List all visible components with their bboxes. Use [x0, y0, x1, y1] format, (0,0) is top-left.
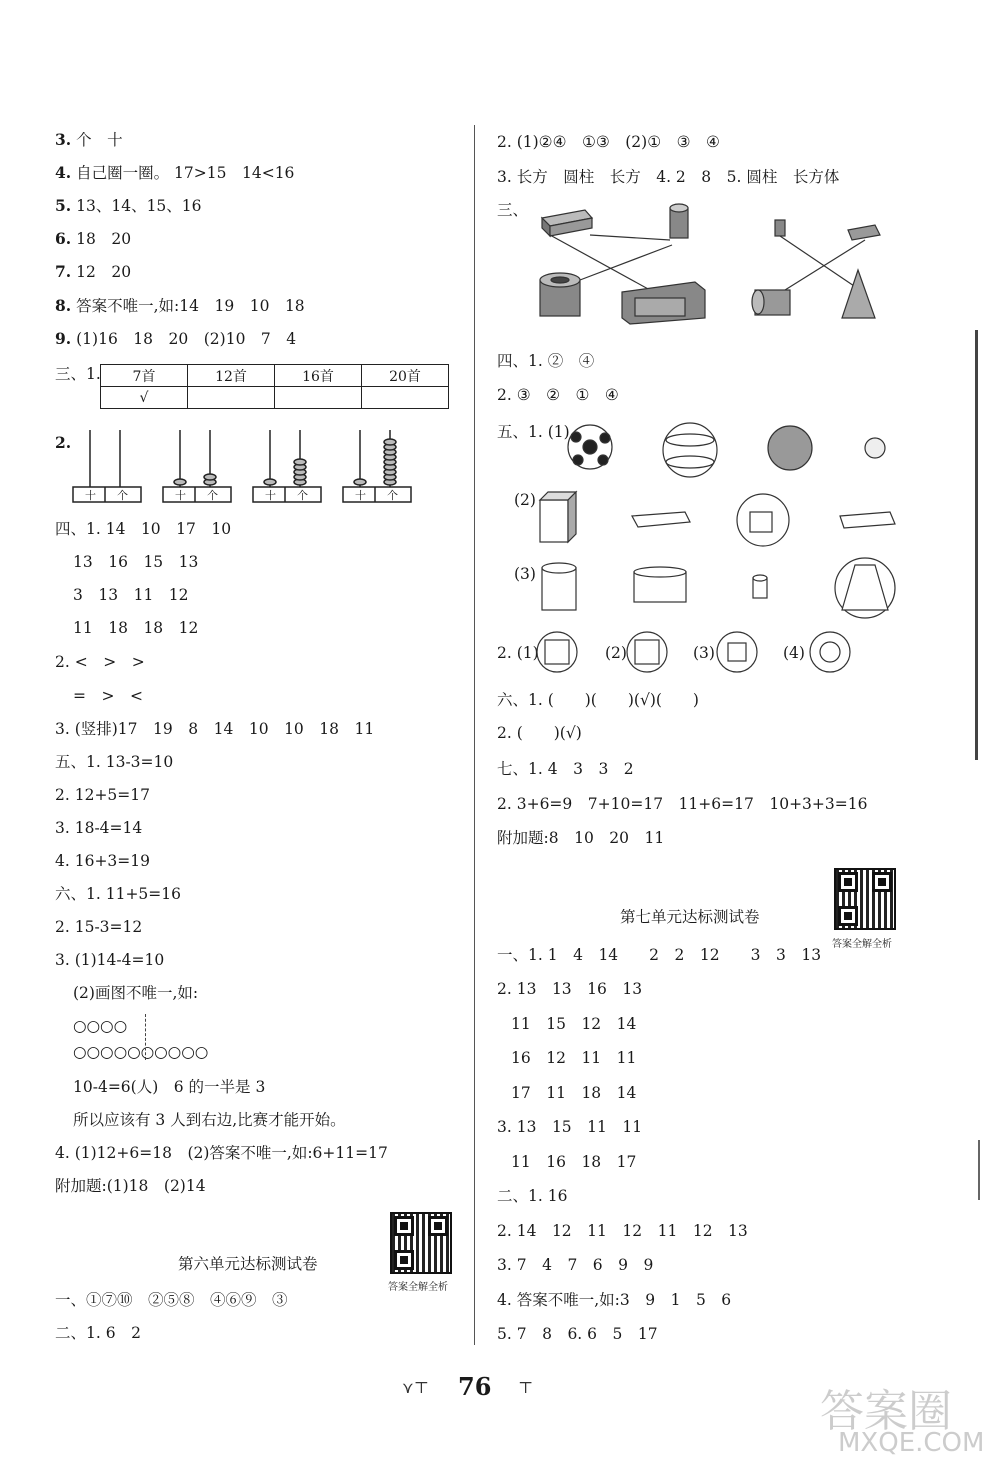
answer-line: 2. < > > — [55, 653, 145, 671]
column-divider — [474, 125, 475, 1345]
circle-drawing: ○○○○○○○○○○ — [73, 1043, 209, 1061]
qr-caption: 答案全解全析 — [388, 1282, 448, 1293]
sprout-icon: ⋎⊤ — [402, 1378, 429, 1397]
qr-code-icon[interactable] — [834, 868, 896, 930]
abacus-label: 个 — [117, 489, 128, 502]
scan-edge — [978, 1140, 980, 1200]
answer-line: 3. (1)14-4=10 — [55, 951, 165, 969]
answer-line: 7. 12 20 — [55, 262, 132, 281]
answer-line: 2. (1)②④ ①③ (2)① ③ ④ — [497, 133, 720, 151]
sub-label: (2) — [514, 491, 536, 509]
table-cell — [362, 387, 449, 409]
abacus-label: 个 — [387, 489, 398, 502]
abacus-figures — [65, 425, 425, 510]
abacus-4 — [343, 430, 411, 502]
abacus-3 — [253, 430, 321, 502]
shapes-figure — [510, 420, 910, 620]
table-cell — [275, 387, 362, 409]
question-label: 三、1. — [55, 365, 101, 383]
answer-line: 七、1. 4 3 3 2 — [497, 760, 634, 778]
answer-line: 2. ( )(√) — [497, 724, 582, 742]
answer-line: 6. 18 20 — [55, 229, 132, 248]
answer-line: 13 16 15 13 — [73, 553, 199, 571]
answer-line: 2. ③ ② ① ④ — [497, 386, 619, 404]
answer-line: 五、1. (1) — [497, 423, 570, 441]
answer-line: 11 15 12 14 — [511, 1015, 637, 1033]
answer-line: 3. 个 十 — [55, 130, 123, 149]
sub-label: (3) — [514, 565, 536, 583]
answer-line: (2) — [605, 644, 627, 662]
answer-line: 3. 7 4 7 6 9 9 — [497, 1256, 654, 1274]
answer-line: = > < — [73, 687, 143, 705]
circle-drawing: ○○○○ — [73, 1017, 128, 1035]
qr-caption: 答案全解全析 — [832, 939, 892, 950]
answer-line: (3) — [693, 644, 715, 662]
answer-line: 4. 自己圈一圈。 17>15 14<16 — [55, 163, 295, 182]
answer-line: 一、①⑦⑩ ②⑤⑧ ④⑥⑨ ③ — [55, 1291, 288, 1309]
scan-edge — [975, 330, 978, 760]
answer-line: 4. 16+3=19 — [55, 852, 150, 870]
abacus-2 — [163, 430, 231, 502]
abacus-label: 十 — [265, 489, 276, 502]
table-header-cell: 20首 — [362, 365, 449, 387]
answer-line: 六、1. 11+5=16 — [55, 885, 181, 903]
answer-line: 附加题:8 10 20 11 — [497, 829, 665, 847]
watermark-url: MXQE.COM — [838, 1428, 985, 1458]
answer-line: 3. (竖排)17 19 8 14 10 10 18 11 — [55, 720, 375, 738]
section-title: 第七单元达标测试卷 — [620, 908, 760, 926]
answer-line: 2. 12+5=17 — [55, 786, 150, 804]
answer-line: 4. (1)12+6=18 (2)答案不唯一,如:6+11=17 — [55, 1144, 388, 1162]
answer-table — [100, 364, 449, 409]
section-title: 第六单元达标测试卷 — [178, 1255, 318, 1273]
qr-code-icon[interactable] — [390, 1212, 452, 1274]
answer-line: 四、1. 14 10 17 10 — [55, 520, 232, 538]
abacus-label: 十 — [175, 489, 186, 502]
table-cell: √ — [101, 387, 188, 409]
answer-line: 2. 13 13 16 13 — [497, 980, 643, 998]
table-header-cell: 12首 — [188, 365, 275, 387]
answer-line: 六、1. ( )( )(√)( ) — [497, 691, 699, 709]
answer-line: 11 18 18 12 — [73, 619, 199, 637]
answer-line: 17 11 18 14 — [511, 1084, 637, 1102]
abacus-label: 十 — [355, 489, 366, 502]
page-number: 76 — [458, 1372, 492, 1401]
answer-line: 3. 18-4=14 — [55, 819, 143, 837]
answer-line: 4. 答案不唯一,如:3 9 1 5 6 — [497, 1291, 732, 1309]
answer-line: 五、1. 13-3=10 — [55, 753, 174, 771]
answer-line: 2. 14 12 11 12 11 12 13 — [497, 1222, 748, 1240]
answer-line: 8. 答案不唯一,如:14 19 10 18 — [55, 296, 305, 315]
answer-line: 2. 15-3=12 — [55, 918, 143, 936]
answer-line: 3. 长方 圆柱 长方 4. 2 8 5. 圆柱 长方体 — [497, 168, 840, 186]
abacus-label: 个 — [297, 489, 308, 502]
answer-line: 2. (1) — [497, 644, 539, 662]
matching-figure — [530, 200, 910, 325]
answer-line: 5. 13、14、15、16 — [55, 196, 202, 215]
answer-line: (4) — [783, 644, 805, 662]
answer-line: 四、1. ② ④ — [497, 352, 595, 370]
question-label: 2. — [55, 433, 72, 452]
answer-line: 2. 3+6=9 7+10=17 11+6=17 10+3+3=16 — [497, 795, 868, 813]
abacus-1 — [73, 430, 141, 502]
answer-line: 二、1. 6 2 — [55, 1324, 141, 1342]
answer-line: 9. (1)16 18 20 (2)10 7 4 — [55, 329, 297, 348]
answer-line: 10-4=6(人) 6 的一半是 3 — [73, 1078, 266, 1096]
answer-line: 3. 13 15 11 11 — [497, 1118, 643, 1136]
table-header-cell: 16首 — [275, 365, 362, 387]
abacus-label: 十 — [85, 489, 96, 502]
table-header-cell: 7首 — [101, 365, 188, 387]
answer-line: 一、1. 1 4 14 2 2 12 3 3 13 — [497, 946, 822, 964]
answer-line: 所以应该有 3 人到右边,比赛才能开始。 — [73, 1111, 346, 1129]
answer-line: (2)画图不唯一,如: — [73, 984, 199, 1002]
watermark-logo: 答案圈 — [820, 1386, 952, 1437]
answer-line: 5. 7 8 6. 6 5 17 — [497, 1325, 658, 1343]
answer-line: 16 12 11 11 — [511, 1049, 637, 1067]
answer-line: 二、1. 16 — [497, 1187, 568, 1205]
abacus-label: 个 — [207, 489, 218, 502]
answer-line: 3 13 11 12 — [73, 586, 189, 604]
answer-line: 11 16 18 17 — [511, 1153, 637, 1171]
table-cell — [188, 387, 275, 409]
answer-line: 三、 — [497, 201, 529, 219]
answer-line: 附加题:(1)18 (2)14 — [55, 1177, 206, 1195]
dashed-divider — [145, 1014, 147, 1060]
view-shapes — [530, 630, 860, 675]
sprout-icon: ⊤ — [518, 1378, 534, 1397]
